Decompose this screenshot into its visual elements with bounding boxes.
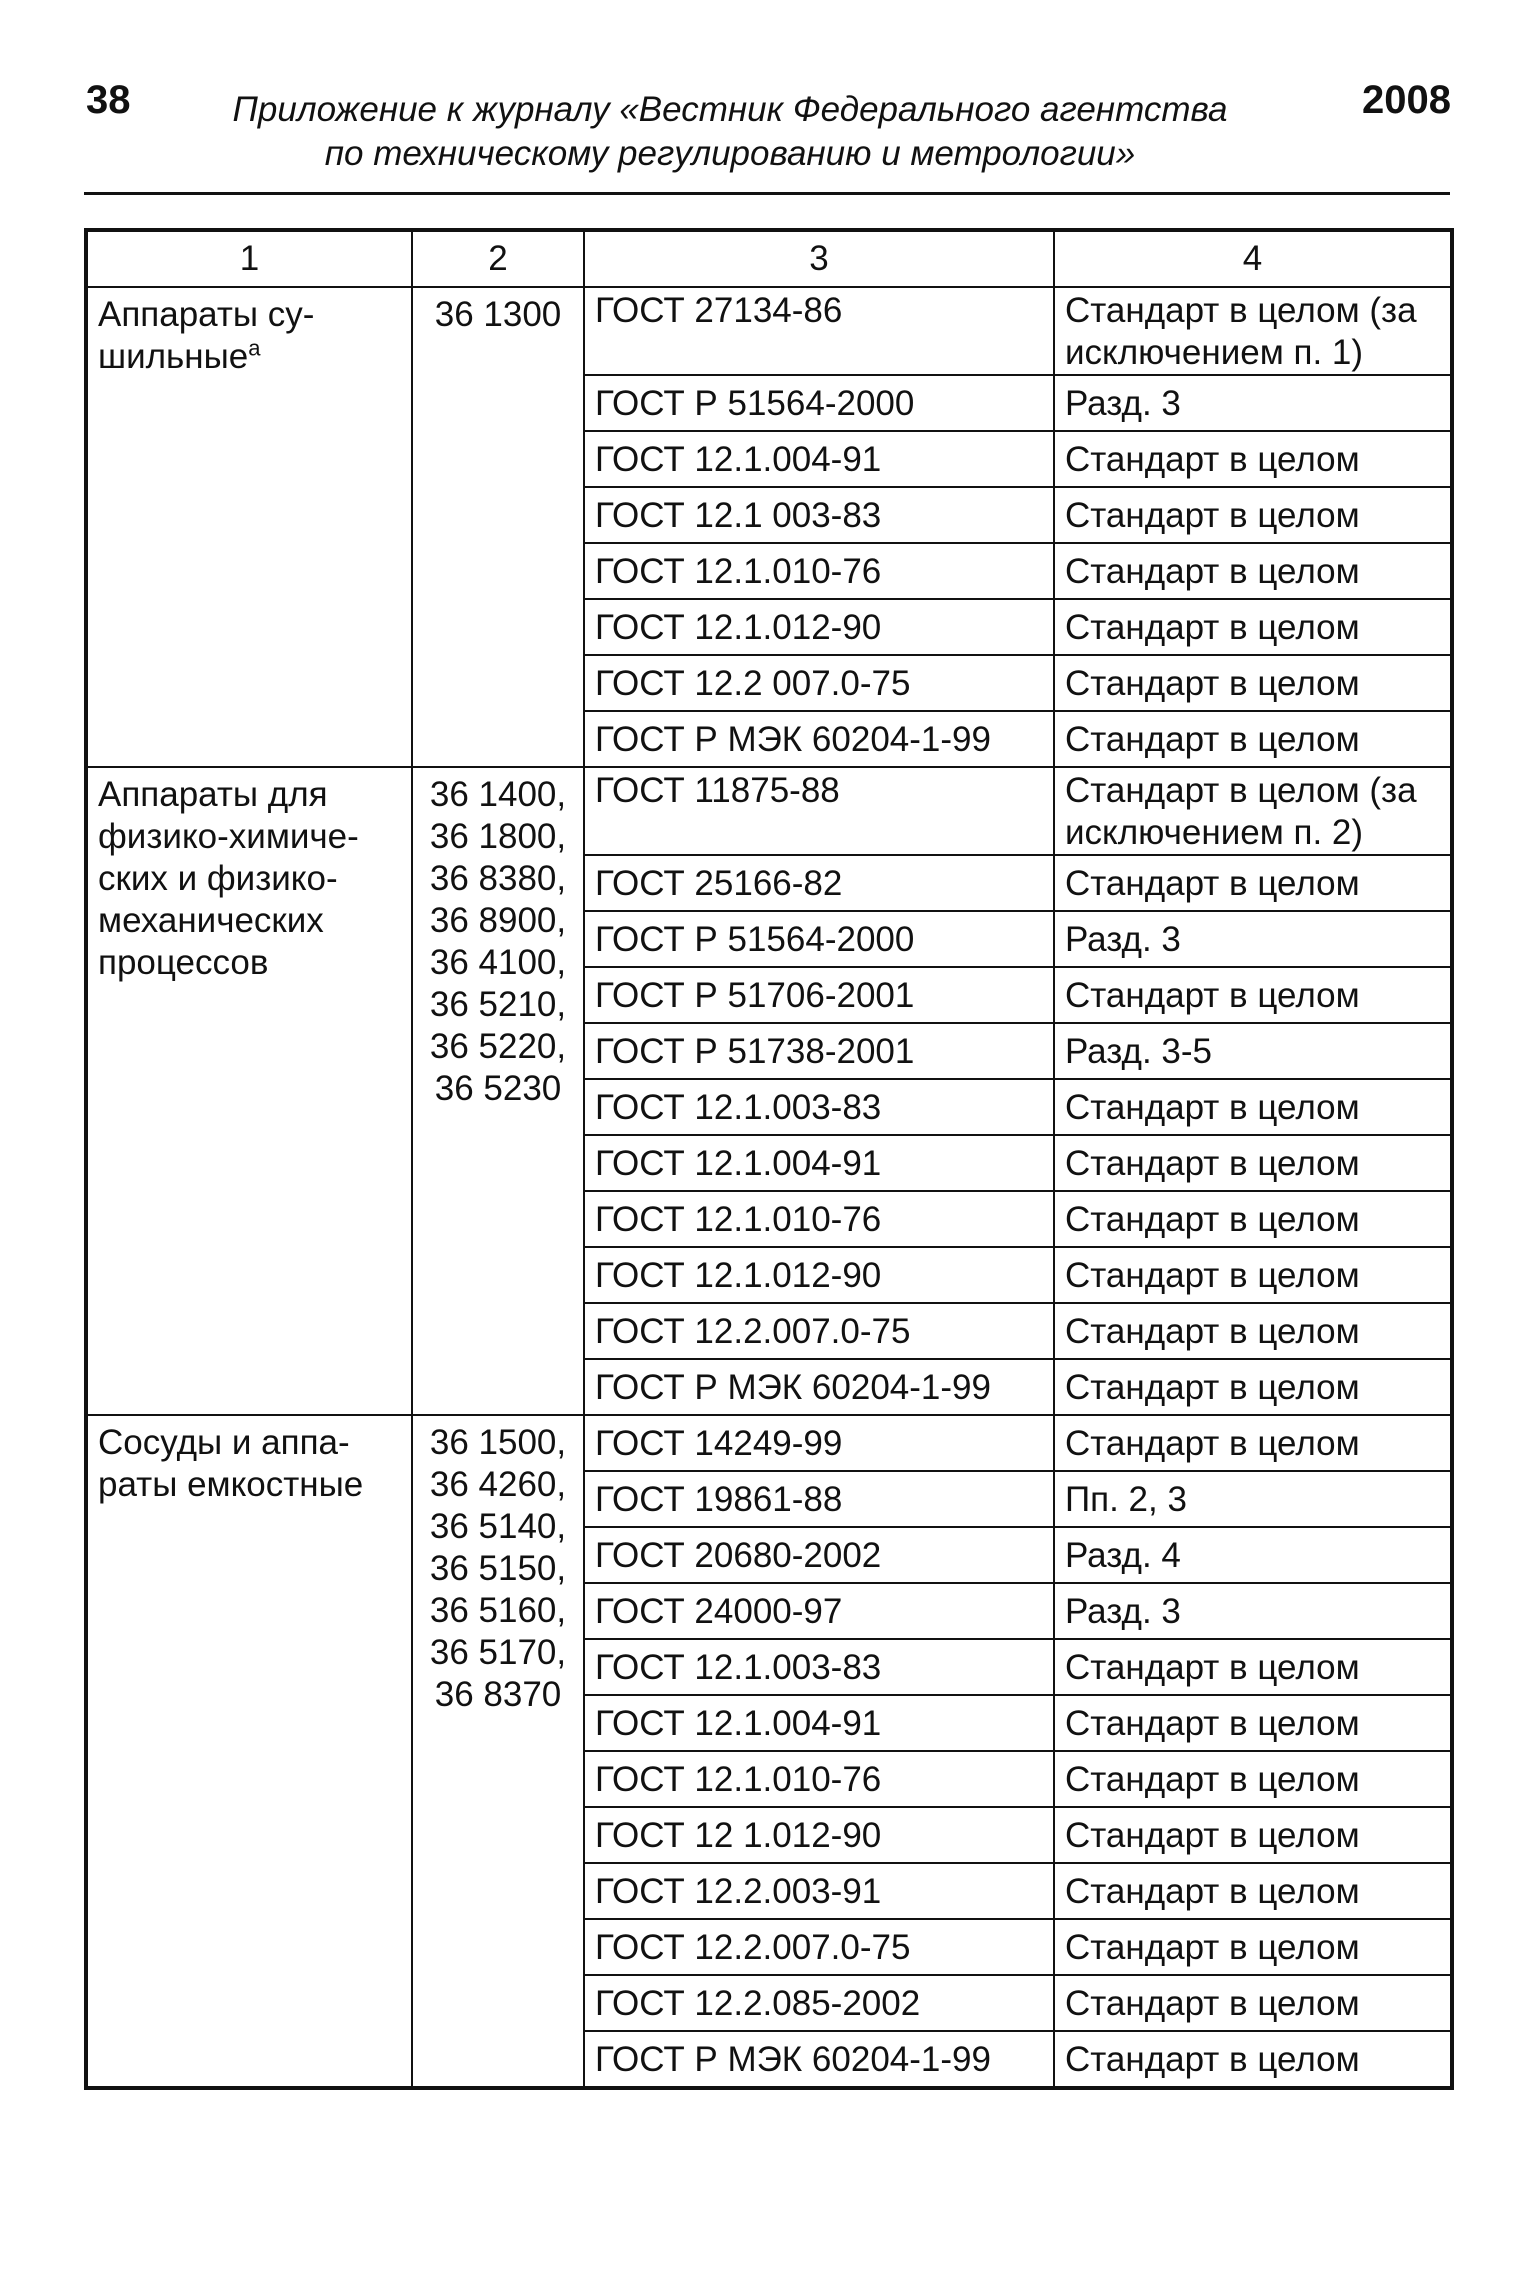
table-body bbox=[86, 287, 1452, 2088]
standard-cell: ГОСТ 24000-97 bbox=[584, 1583, 1054, 1639]
scope-line: Разд. 3-5 bbox=[1065, 1032, 1212, 1071]
scope-cell bbox=[1054, 487, 1452, 543]
scope-cell bbox=[1054, 855, 1452, 911]
standard-cell: ГОСТ 12.1.012-90 bbox=[584, 599, 1054, 655]
column-header: 1 bbox=[86, 230, 412, 287]
scope-cell bbox=[1054, 1359, 1452, 1415]
product-code: 36 4100, bbox=[429, 943, 567, 982]
standard-cell: ГОСТ 12.2.007.0-75 bbox=[584, 1303, 1054, 1359]
product-name-text: ских и физико- bbox=[98, 859, 338, 898]
scope-line: Пп. 2, 3 bbox=[1065, 1480, 1187, 1519]
column-header: 3 bbox=[584, 230, 1054, 287]
product-code: 36 5220, bbox=[429, 1027, 567, 1066]
standard-cell: ГОСТ 11875-88 bbox=[584, 767, 1054, 855]
scope-line: Стандарт в целом (за bbox=[1065, 291, 1417, 330]
product-name-line bbox=[98, 1464, 401, 1506]
scope-cell bbox=[1054, 1751, 1452, 1807]
standard-cell: ГОСТ 12.1.003-83 bbox=[584, 1079, 1054, 1135]
standard-cell: ГОСТ 12.1.004-91 bbox=[584, 1135, 1054, 1191]
scope-cell bbox=[1054, 431, 1452, 487]
product-code: 36 8370 bbox=[434, 1675, 562, 1714]
standard-cell: ГОСТ 12.2.085-2002 bbox=[584, 1975, 1054, 2031]
standard-cell: ГОСТ 12.1.010-76 bbox=[584, 1191, 1054, 1247]
scope-line: Стандарт в целом bbox=[1065, 1424, 1360, 1463]
standard-cell: ГОСТ 12.2.007.0-75 bbox=[584, 1919, 1054, 1975]
page-header-title bbox=[160, 88, 1300, 176]
standard-cell: ГОСТ Р 51564-2000 bbox=[584, 375, 1054, 431]
product-code: 36 1400, bbox=[429, 775, 567, 814]
scope-line: Стандарт в целом bbox=[1065, 608, 1360, 647]
scope-line: Стандарт в целом bbox=[1065, 1312, 1360, 1351]
standard-cell: ГОСТ 14249-99 bbox=[584, 1415, 1054, 1471]
product-code: 36 5210, bbox=[429, 985, 567, 1024]
scope-line: Стандарт в целом bbox=[1065, 864, 1360, 903]
product-name-line bbox=[98, 816, 401, 858]
scope-line: исключением п. 1) bbox=[1065, 333, 1364, 372]
scope-line: Стандарт в целом bbox=[1065, 720, 1360, 759]
product-code: 36 8380, bbox=[429, 859, 567, 898]
scope-cell bbox=[1054, 375, 1452, 431]
standard-cell: ГОСТ 12.1 003-83 bbox=[584, 487, 1054, 543]
scope-cell bbox=[1054, 1583, 1452, 1639]
scope-line: Стандарт в целом bbox=[1065, 1144, 1360, 1183]
standard-cell: ГОСТ 12.1.012-90 bbox=[584, 1247, 1054, 1303]
product-codes-cell bbox=[412, 767, 584, 1415]
scope-line: Разд. 3 bbox=[1065, 1592, 1181, 1631]
scope-cell bbox=[1054, 1191, 1452, 1247]
scope-line: Стандарт в целом bbox=[1065, 552, 1360, 591]
product-name-line bbox=[98, 294, 401, 336]
scope-cell bbox=[1054, 1247, 1452, 1303]
product-code: 36 5150, bbox=[429, 1549, 567, 1588]
scope-line: Стандарт в целом (за bbox=[1065, 771, 1417, 810]
scope-cell bbox=[1054, 1135, 1452, 1191]
scope-cell bbox=[1054, 543, 1452, 599]
table-row bbox=[86, 1415, 1452, 1471]
scope-cell bbox=[1054, 1807, 1452, 1863]
product-code: 36 1300 bbox=[434, 295, 562, 334]
scope-line: Стандарт в целом bbox=[1065, 1928, 1360, 1967]
scope-line: Разд. 3 bbox=[1065, 384, 1181, 423]
scope-cell bbox=[1054, 1863, 1452, 1919]
product-code: 36 8900, bbox=[429, 901, 567, 940]
footnote-marker: а bbox=[248, 335, 261, 361]
product-name-line bbox=[98, 336, 401, 378]
column-header: 2 bbox=[412, 230, 584, 287]
scope-line: Стандарт в целом bbox=[1065, 496, 1360, 535]
product-code: 36 1800, bbox=[429, 817, 567, 856]
scope-line: Стандарт в целом bbox=[1065, 1368, 1360, 1407]
standard-cell: ГОСТ Р 51738-2001 bbox=[584, 1023, 1054, 1079]
product-name-text: Аппараты су- bbox=[98, 295, 315, 334]
scope-cell bbox=[1054, 1639, 1452, 1695]
table-row bbox=[86, 767, 1452, 855]
standard-cell: ГОСТ 12.2 007.0-75 bbox=[584, 655, 1054, 711]
scope-cell bbox=[1054, 599, 1452, 655]
scope-line: Стандарт в целом bbox=[1065, 664, 1360, 703]
standard-cell: ГОСТ 12.1.010-76 bbox=[584, 543, 1054, 599]
product-name-text: процессов bbox=[98, 943, 269, 982]
scope-line: Стандарт в целом bbox=[1065, 1760, 1360, 1799]
product-code: 36 4260, bbox=[429, 1465, 567, 1504]
product-name-text: Сосуды и аппа- bbox=[98, 1423, 350, 1462]
table-row bbox=[86, 287, 1452, 375]
scope-line: Стандарт в целом bbox=[1065, 2040, 1360, 2079]
product-name-text: механических bbox=[98, 901, 324, 940]
scope-line: Стандарт в целом bbox=[1065, 1816, 1360, 1855]
standard-cell: ГОСТ Р МЭК 60204-1-99 bbox=[584, 2031, 1054, 2088]
scope-line: Стандарт в целом bbox=[1065, 1088, 1360, 1127]
page-year: 2008 bbox=[1362, 78, 1451, 122]
scope-line: исключением п. 2) bbox=[1065, 813, 1364, 852]
standard-cell: ГОСТ 12.1.004-91 bbox=[584, 1695, 1054, 1751]
product-code: 36 5140, bbox=[429, 1507, 567, 1546]
product-codes-cell bbox=[412, 287, 584, 767]
standard-cell: ГОСТ 12.1.010-76 bbox=[584, 1751, 1054, 1807]
scope-cell bbox=[1054, 1919, 1452, 1975]
scope-line: Стандарт в целом bbox=[1065, 1872, 1360, 1911]
scope-cell bbox=[1054, 287, 1452, 375]
product-group-cell bbox=[86, 1415, 412, 2088]
product-codes-cell bbox=[412, 1415, 584, 2088]
product-group-cell bbox=[86, 287, 412, 767]
header-title-line-1: Приложение к журналу «Вестник Федерального агентства bbox=[232, 90, 1228, 129]
standard-cell: ГОСТ 12.2.003-91 bbox=[584, 1863, 1054, 1919]
scope-line: Стандарт в целом bbox=[1065, 1704, 1360, 1743]
product-code: 36 5170, bbox=[429, 1633, 567, 1672]
header-title-line-2: по техническому регулированию и метрологии» bbox=[324, 134, 1136, 173]
product-name-line bbox=[98, 1422, 401, 1464]
page-number: 38 bbox=[86, 78, 131, 122]
standard-cell: ГОСТ 20680-2002 bbox=[584, 1527, 1054, 1583]
product-name-text: физико-химиче- bbox=[98, 817, 359, 856]
scope-cell bbox=[1054, 655, 1452, 711]
product-code: 36 5160, bbox=[429, 1591, 567, 1630]
scope-line: Стандарт в целом bbox=[1065, 1256, 1360, 1295]
scope-cell bbox=[1054, 1415, 1452, 1471]
column-header: 4 bbox=[1054, 230, 1452, 287]
scope-cell bbox=[1054, 1527, 1452, 1583]
standard-cell: ГОСТ 25166-82 bbox=[584, 855, 1054, 911]
scope-cell bbox=[1054, 1695, 1452, 1751]
scope-cell bbox=[1054, 1975, 1452, 2031]
standards-table bbox=[84, 228, 1454, 2090]
standard-cell: ГОСТ 19861-88 bbox=[584, 1471, 1054, 1527]
scope-line: Стандарт в целом bbox=[1065, 1648, 1360, 1687]
table-header-row bbox=[86, 230, 1452, 287]
scope-cell bbox=[1054, 1079, 1452, 1135]
scope-line: Стандарт в целом bbox=[1065, 1200, 1360, 1239]
standard-cell: ГОСТ 12 1.012-90 bbox=[584, 1807, 1054, 1863]
scope-cell bbox=[1054, 767, 1452, 855]
standard-cell: ГОСТ 12.1.004-91 bbox=[584, 431, 1054, 487]
scope-cell bbox=[1054, 1303, 1452, 1359]
product-name-text: Аппараты для bbox=[98, 775, 328, 814]
product-name-line bbox=[98, 774, 401, 816]
scope-line: Стандарт в целом bbox=[1065, 440, 1360, 479]
product-name-text: шильные bbox=[98, 337, 249, 376]
standard-cell: ГОСТ 27134-86 bbox=[584, 287, 1054, 375]
scope-line: Стандарт в целом bbox=[1065, 1984, 1360, 2023]
product-name-line bbox=[98, 942, 401, 984]
product-name-text: раты емкостные bbox=[98, 1465, 364, 1504]
scope-line: Стандарт в целом bbox=[1065, 976, 1360, 1015]
scope-cell bbox=[1054, 1471, 1452, 1527]
standard-cell: ГОСТ Р МЭК 60204-1-99 bbox=[584, 711, 1054, 767]
standard-cell: ГОСТ 12.1.003-83 bbox=[584, 1639, 1054, 1695]
standard-cell: ГОСТ Р 51564-2000 bbox=[584, 911, 1054, 967]
scope-cell bbox=[1054, 1023, 1452, 1079]
product-code: 36 1500, bbox=[429, 1423, 567, 1462]
scope-cell bbox=[1054, 967, 1452, 1023]
standard-cell: ГОСТ Р МЭК 60204-1-99 bbox=[584, 1359, 1054, 1415]
header-rule bbox=[84, 192, 1450, 195]
product-name-line bbox=[98, 858, 401, 900]
scope-cell bbox=[1054, 2031, 1452, 2088]
scope-line: Разд. 4 bbox=[1065, 1536, 1181, 1575]
standard-cell: ГОСТ Р 51706-2001 bbox=[584, 967, 1054, 1023]
scope-line: Разд. 3 bbox=[1065, 920, 1181, 959]
scope-cell bbox=[1054, 911, 1452, 967]
scope-cell bbox=[1054, 711, 1452, 767]
product-code: 36 5230 bbox=[434, 1069, 562, 1108]
product-name-line bbox=[98, 900, 401, 942]
product-group-cell bbox=[86, 767, 412, 1415]
